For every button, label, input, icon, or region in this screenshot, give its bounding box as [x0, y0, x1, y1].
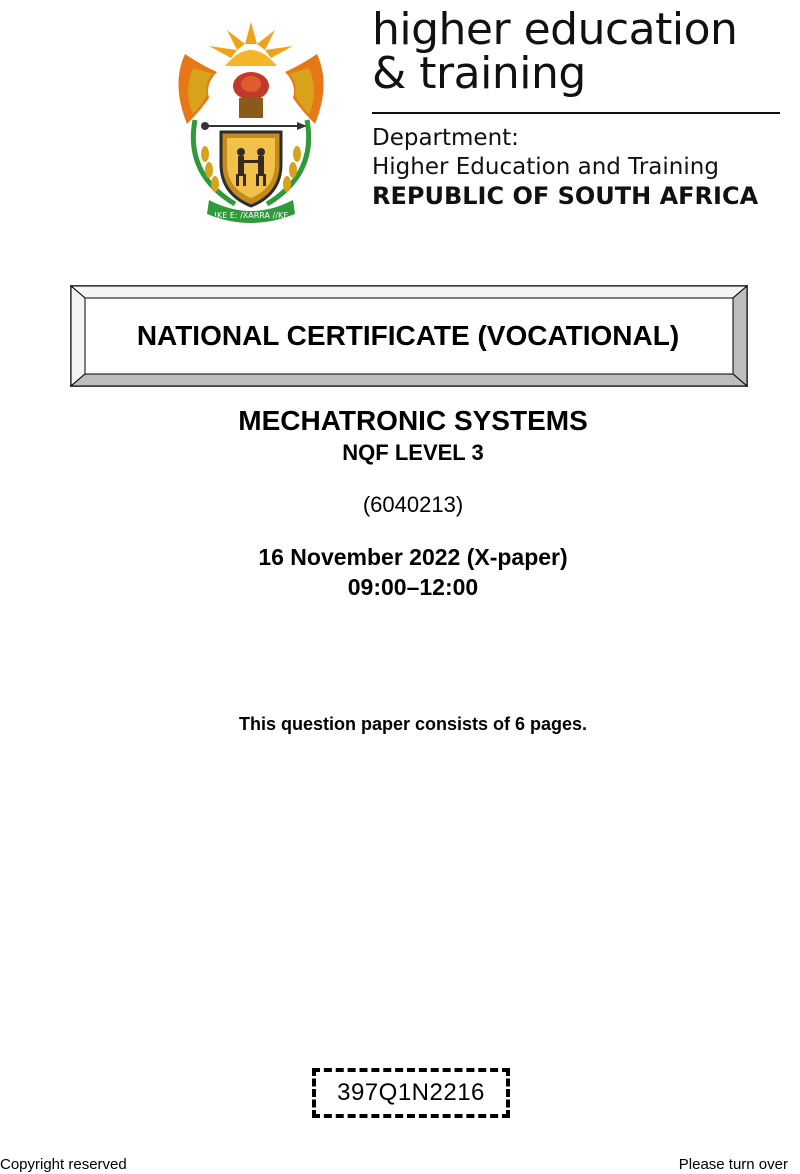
exam-time: 09:00–12:00: [347, 574, 479, 600]
header-divider: [372, 112, 780, 114]
page-count-note: This question paper consists of 6 pages.: [238, 714, 588, 734]
footer-turn-over: Please turn over: [678, 1156, 788, 1173]
paper-code: 397Q1N2216: [337, 1079, 485, 1106]
subject-title: MECHATRONIC SYSTEMS: [238, 405, 588, 436]
certificate-title: NATIONAL CERTIFICATE (VOCATIONAL): [136, 320, 680, 351]
dept-title-line2: & training: [372, 48, 586, 99]
dept-label: Department:: [372, 125, 519, 151]
coat-of-arms-icon: [165, 14, 337, 226]
nqf-level: NQF LEVEL 3: [342, 440, 484, 465]
dept-subtitle: [372, 124, 758, 211]
dept-title-line1: higher education: [372, 4, 738, 55]
country-name: REPUBLIC OF SOUTH AFRICA: [372, 182, 759, 210]
department-header: [372, 4, 784, 210]
svg-text:!KE E: /XARRA //KE: !KE E: /XARRA //KE: [213, 211, 289, 220]
paper-code-box: [312, 1068, 510, 1118]
exam-date: 16 November 2022 (X-paper): [258, 544, 568, 570]
subject-code: (6040213): [362, 492, 464, 517]
dept-name: Higher Education and Training: [372, 154, 719, 180]
footer-copyright: Copyright reserved: [0, 1156, 127, 1173]
